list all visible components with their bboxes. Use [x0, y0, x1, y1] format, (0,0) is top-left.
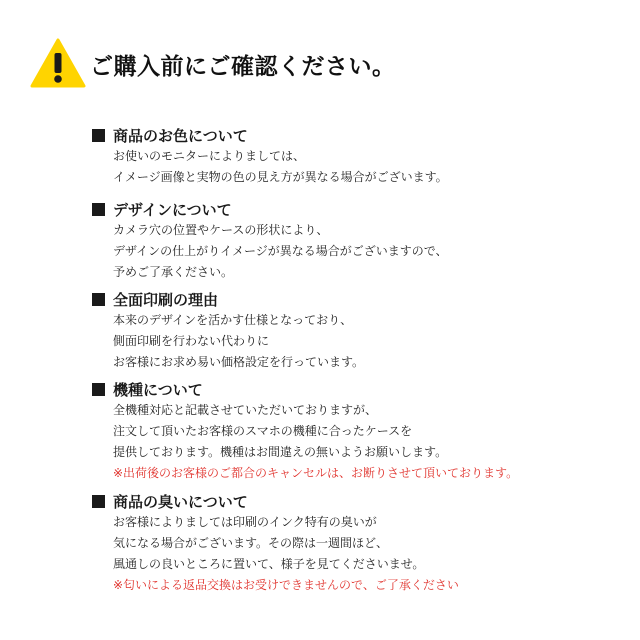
section-line: 予めご了承ください。 — [113, 265, 234, 279]
section-line: 全機種対応と記載させていただいておりますが、 — [113, 403, 378, 417]
page-header — [30, 38, 630, 98]
bullet-square-icon — [92, 203, 105, 216]
section-line: 注文して頂いたお客様のスマホの機種に合ったケースを — [113, 424, 413, 438]
section-line: お客様にお求め易い価格設定を行っています。 — [113, 355, 365, 369]
section-heading: 全面印刷の理由 — [113, 290, 219, 309]
section-odor — [92, 490, 612, 596]
section-line: お使いのモニターによりましては、 — [113, 149, 306, 163]
bullet-square-icon — [92, 293, 105, 306]
section-line: 本来のデザインを活かす仕様となっており、 — [113, 313, 353, 327]
section-line: カメラ穴の位置やケースの形状により、 — [113, 223, 329, 237]
page-title: ご購入前にご確認ください。 — [90, 54, 396, 80]
return-notice: ※匂いによる返品交換はお受けできませんので、ご了承ください — [113, 578, 459, 592]
section-line: お客様によりましては印刷のインク特有の臭いが — [113, 515, 377, 529]
section-line: イメージ画像と実物の色の見え方が異なる場合がございます。 — [113, 170, 448, 184]
section-heading: 機種について — [113, 380, 203, 399]
section-heading: デザインについて — [113, 200, 232, 219]
section-models — [92, 378, 612, 484]
section-color — [92, 124, 612, 188]
cancellation-notice: ※出荷後のお客様のご都合のキャンセルは、お断りさせて頂いております。 — [113, 466, 519, 480]
section-heading: 商品のお色について — [113, 126, 248, 145]
section-line: 側面印刷を行わない代わりに — [113, 334, 270, 348]
section-line: 風通しの良いところに置いて、様子を見てくださいませ。 — [113, 557, 425, 571]
section-full-print — [92, 288, 612, 373]
section-line: デザインの仕上がりイメージが異なる場合がございますので、 — [113, 244, 448, 258]
section-heading: 商品の臭いについて — [113, 492, 248, 511]
bullet-square-icon — [92, 495, 105, 508]
section-line: 気になる場合がございます。その際は一週間ほど、 — [113, 536, 389, 550]
section-design — [92, 198, 612, 283]
section-line: 提供しております。機種はお間違えの無いようお願いします。 — [113, 445, 448, 459]
bullet-square-icon — [92, 129, 105, 142]
warning-icon — [30, 38, 86, 88]
bullet-square-icon — [92, 383, 105, 396]
